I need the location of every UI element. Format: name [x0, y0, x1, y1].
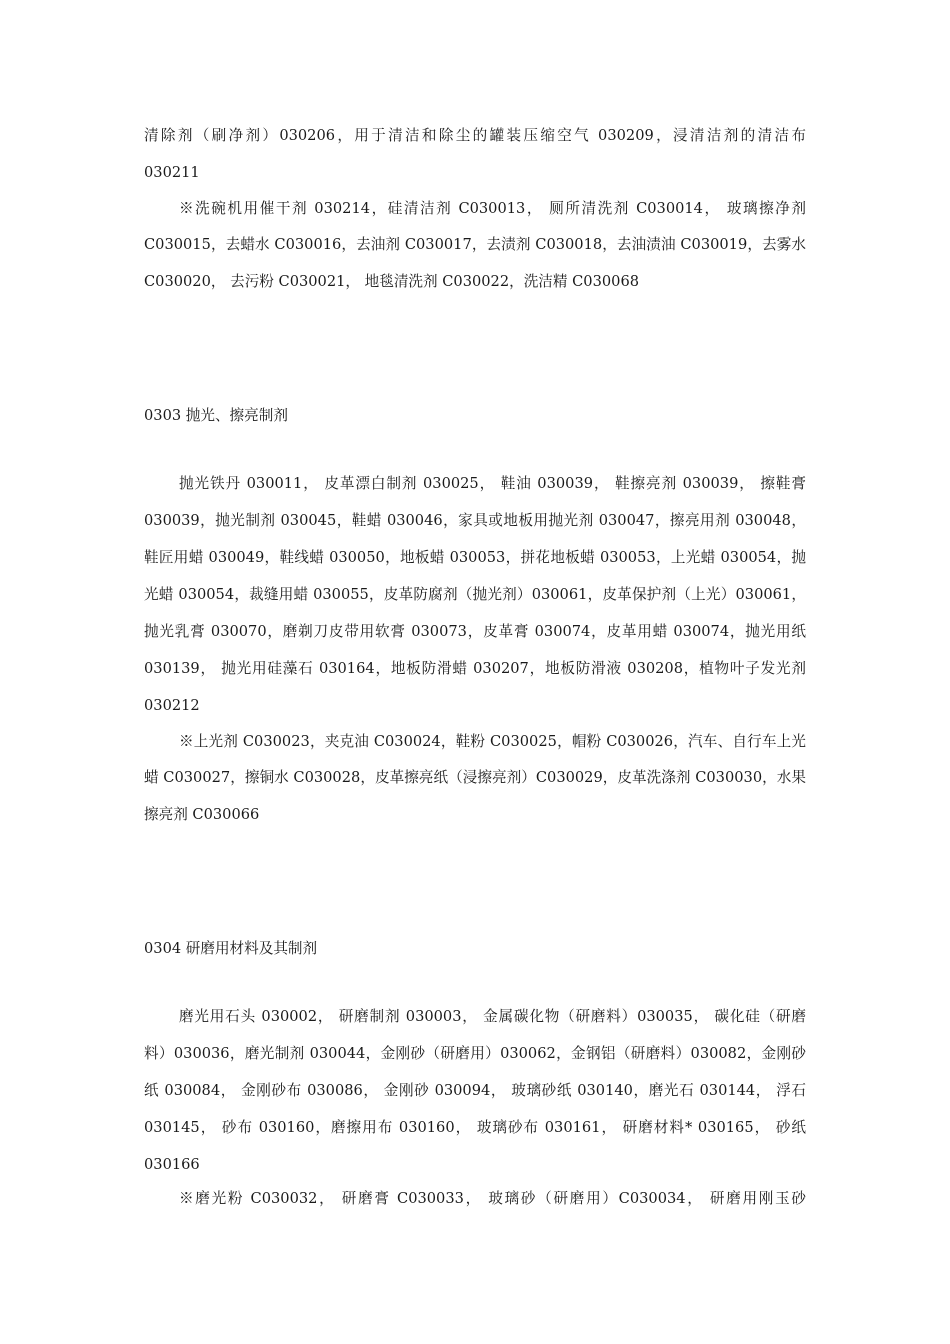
note-line: 擦亮剂 C030066 — [144, 806, 260, 823]
note-line: 蜡 C030027，擦铜水 C030028，皮革擦亮纸（浸擦亮剂）C030029，皮革洗涤剂 C030030，水果 — [144, 769, 806, 786]
note-line: C030020， 去污粉 C030021， 地毯清洗剂 C030022，洗洁精 C030068 — [144, 273, 640, 290]
note-line: ※洗碗机用催干剂 030214，硅清洁剂 C030013， 厕所清洗剂 C030014， 玻璃擦净剂 — [179, 200, 806, 217]
paragraph-line: 清除剂（刷净剂）030206，用于清洁和除尘的罐装压缩空气 030209，浸清洁剂的清洁布 — [144, 127, 806, 144]
note-line: ※上光剂 C030023，夹克油 C030024，鞋粉 C030025，帽粉 C030026，汽车、自行车上光 — [179, 733, 806, 750]
section-heading: 0304 研磨用材料及其制剂 — [144, 940, 318, 957]
paragraph-line: 料）030036，磨光制剂 030044，金刚砂（研磨用）030062，金钢铝（研磨料）030082，金刚砂 — [144, 1045, 806, 1062]
paragraph-line: 纸 030084， 金刚砂布 030086， 金刚砂 030094， 玻璃砂纸 030140，磨光石 030144， 浮石 — [144, 1082, 806, 1099]
paragraph-line: 鞋匠用蜡 030049，鞋线蜡 030050，地板蜡 030053，拼花地板蜡 030053，上光蜡 030054，抛 — [144, 549, 806, 566]
paragraph-line: 抛光乳膏 030070，磨剃刀皮带用软膏 030073，皮革膏 030074，皮革用蜡 030074，抛光用纸 — [144, 623, 806, 640]
paragraph-line: 抛光铁丹 030011， 皮革漂白制剂 030025， 鞋油 030039， 鞋擦亮剂 030039， 擦鞋膏 — [179, 475, 806, 492]
paragraph-line: 030145， 砂布 030160，磨擦用布 030160， 玻璃砂布 030161， 研磨材料* 030165， 砂纸 — [144, 1119, 806, 1136]
paragraph-line: 030039，抛光制剂 030045，鞋蜡 030046，家具或地板用抛光剂 030047，擦亮用剂 030048， — [144, 512, 806, 529]
paragraph-line: 030212 — [144, 697, 200, 714]
paragraph-line: 磨光用石头 030002， 研磨制剂 030003， 金属碳化物（研磨料）030035， 碳化硅（研磨 — [179, 1008, 806, 1025]
note-line: C030015，去蜡水 C030016，去油剂 C030017，去渍剂 C030018，去油渍油 C030019，去雾水 — [144, 236, 806, 253]
paragraph-line: 030166 — [144, 1156, 200, 1173]
paragraph-line: 030139， 抛光用硅藻石 030164，地板防滑蜡 030207，地板防滑液 030208，植物叶子发光剂 — [144, 660, 806, 677]
section-heading: 0303 抛光、擦亮制剂 — [144, 407, 288, 424]
note-line: ※磨光粉 C030032， 研磨膏 C030033， 玻璃砂（研磨用）C030034， 研磨用刚玉砂 — [179, 1190, 806, 1207]
paragraph-line: 030211 — [144, 164, 200, 181]
paragraph-line: 光蜡 030054，裁缝用蜡 030055，皮革防腐剂（抛光剂）030061，皮革保护剂（上光）030061， — [144, 586, 806, 603]
